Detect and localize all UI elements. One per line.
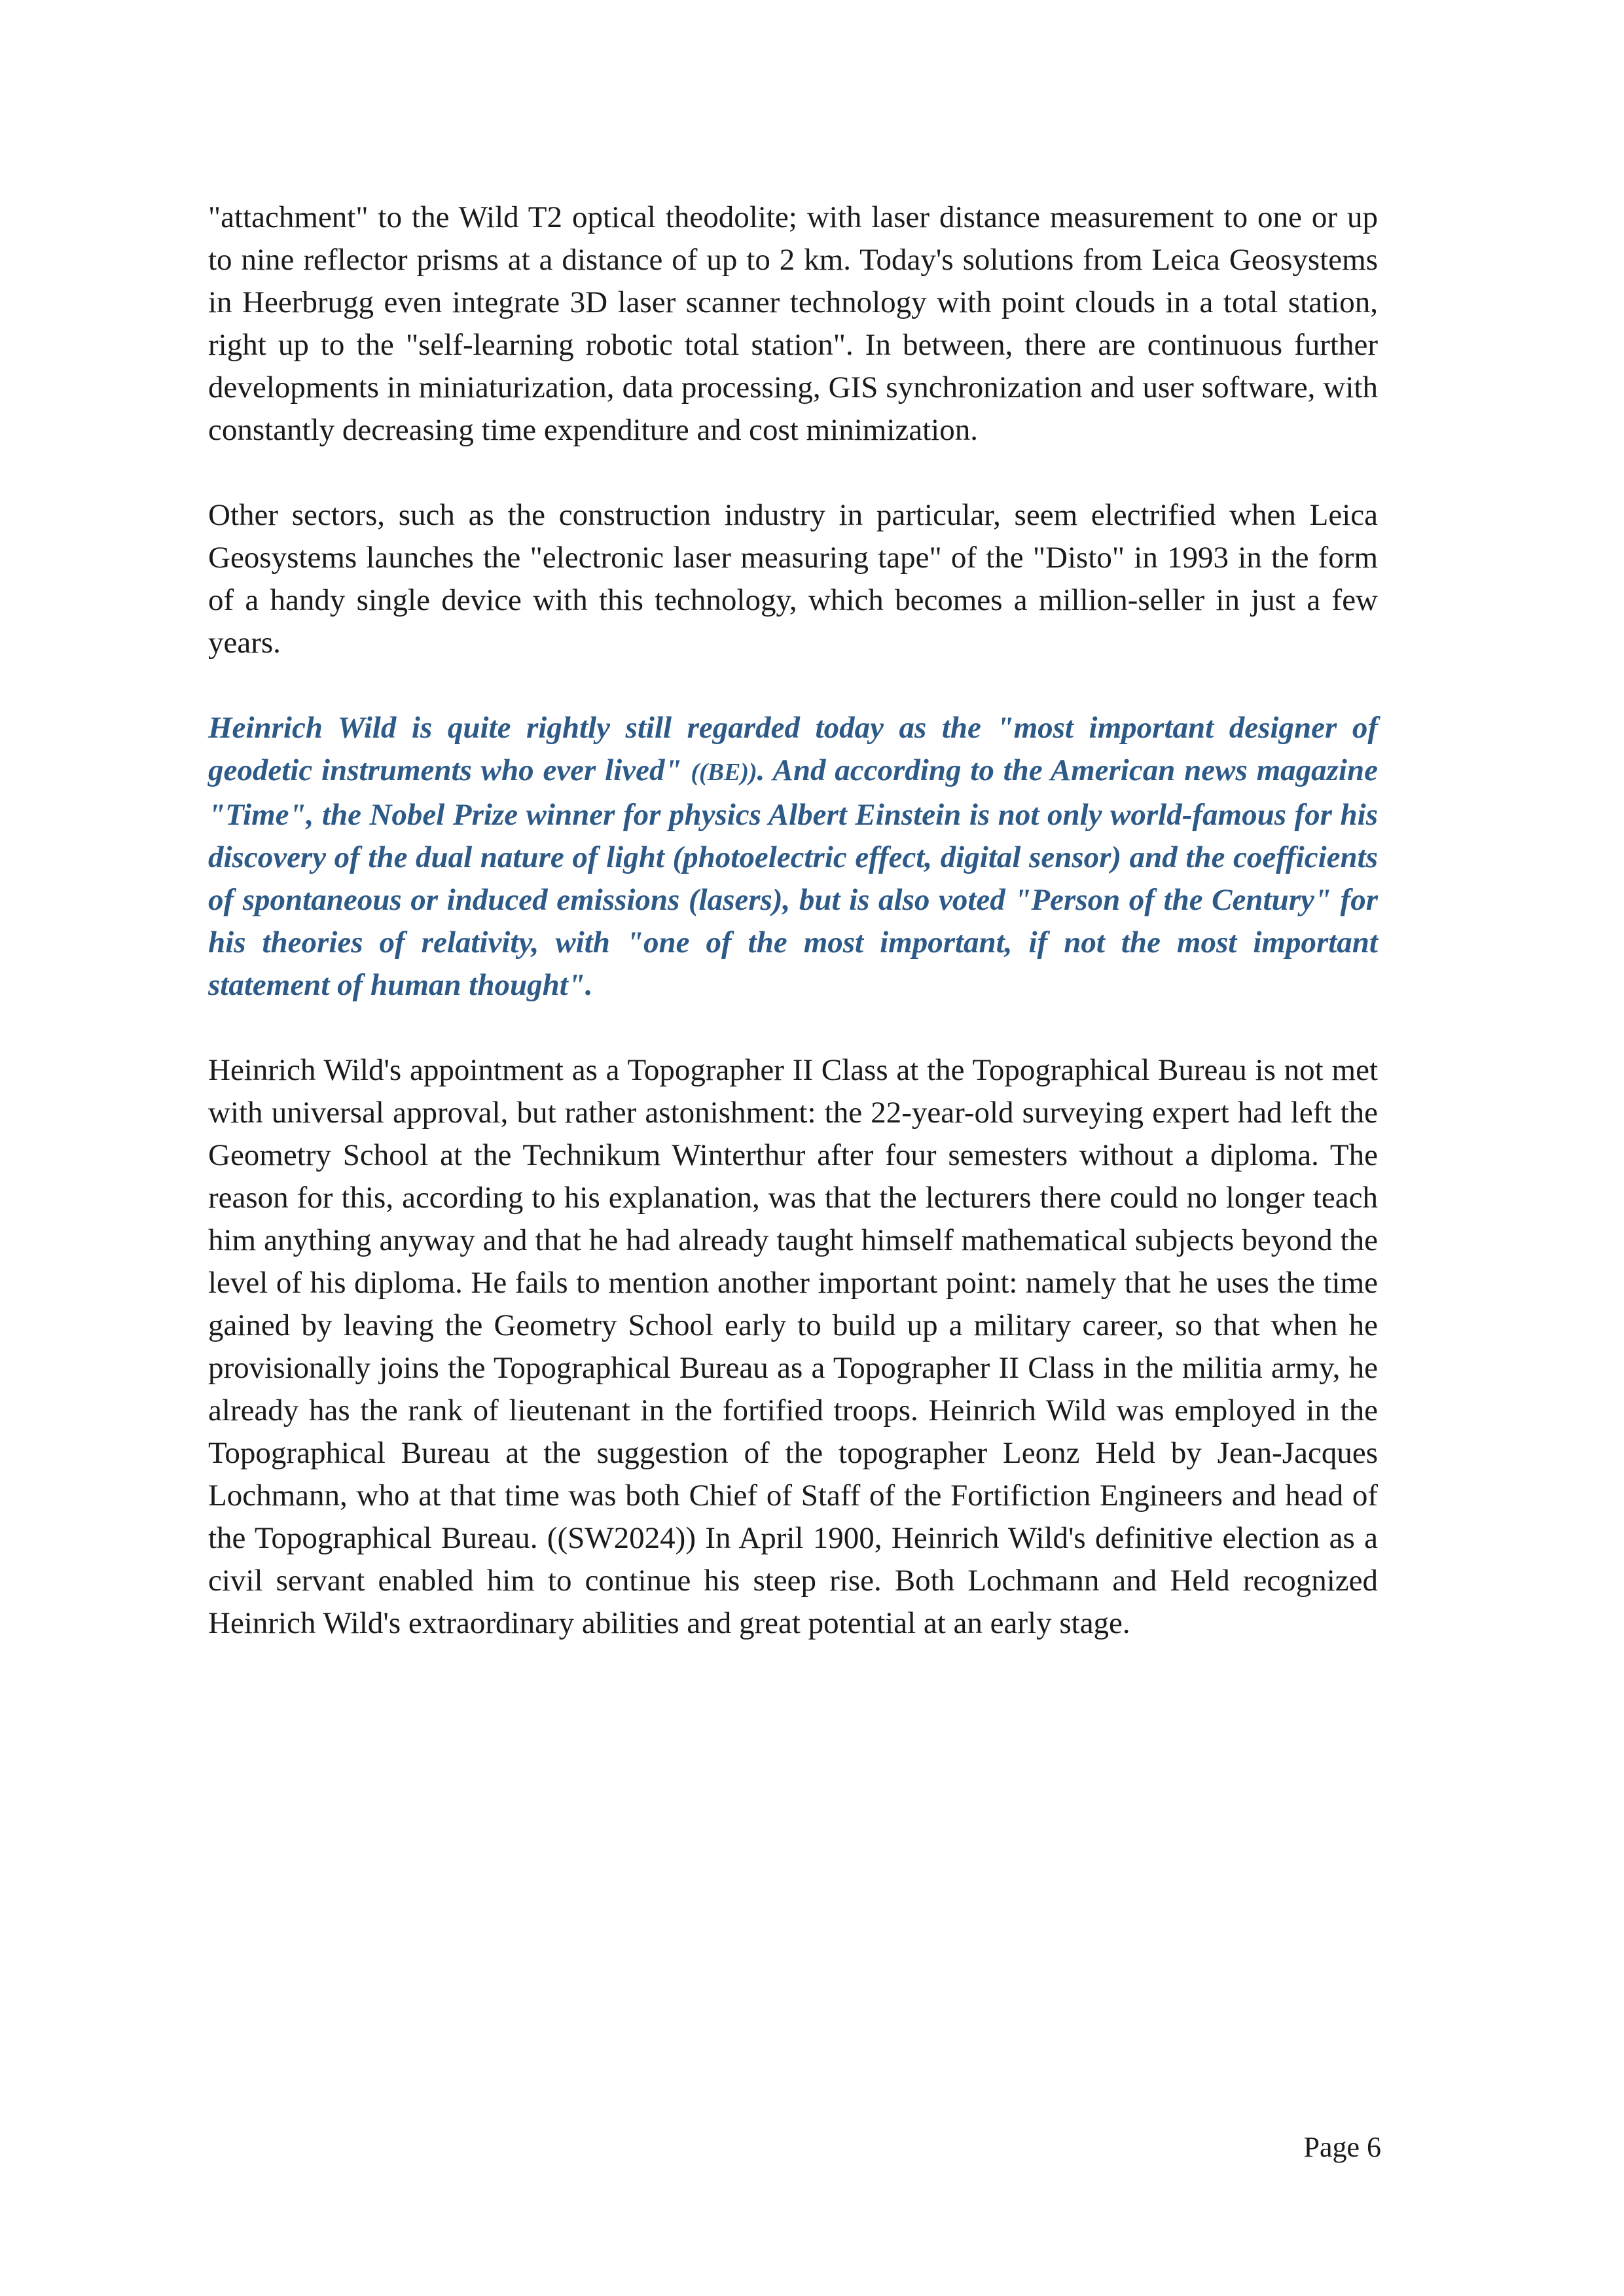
paragraph-appointment: Heinrich Wild's appointment as a Topographer II Class at the Topographical Bureau is not met with universal approval, but rather astonishment: the 22-year-old surveying expert had left the Geometry School at the Technikum Winterthur after four semesters without a diploma. The reason for this, according to his explanation, was that the lecturers there could no longer teach him anything anyway and that he had already taught himself mathematical subjects beyond the level of his diploma. He fails to mention another important point: namely that he uses the time gained by leaving the Geometry School early to build up a military career, so that when he provisionally joins the Topographical Bureau as a Topographer II Class in the militia army, he already has the rank of lieutenant in the fortified troops. Heinrich Wild was employed in the Topographical Bureau at the suggestion of the topographer Leonz Held by Jean-Jacques Lochmann, who at that time was both Chief of Staff of the Fortifiction Engineers and head of the Topographical Bureau. ((SW2024)) In April 1900, Heinrich Wild's definitive election as a civil servant enabled him to continue his steep rise. Both Lochmann and Held recognized Heinrich Wild's extraordinary abilities and great potential at an early stage. (208, 1053, 1378, 1640)
paragraph-heinrich-wild-quote (208, 707, 1378, 1007)
paragraph-theodolite: "attachment" to the Wild T2 optical theodolite; with laser distance measurement to one or up to nine reflector prisms at a distance of up to 2 km. Today's solutions from Leica Geosystems in Heerbrugg even integrate 3D laser scanner technology with point clouds in a total station, right up to the "self-learning robotic total station". In between, there are continuous further developments in miniaturization, data processing, GIS synchronization and user software, with constantly decreasing time expenditure and cost minimization. (208, 200, 1378, 447)
page-number: Page 6 (1303, 2131, 1381, 2163)
quote-text-after-citation: . And according to the American news magazine "Time", the Nobel Prize winner for physics Albert Einstein is not only world-famous for his discovery of the dual nature of light (photoelectric effect, digital sensor) and the coefficients of spontaneous or induced emissions (lasers), but is also voted "Person of the Century" for his theories of relativity, with "one of the most important, if not the most important statement of human thought". (208, 753, 1378, 1002)
citation-be: ((BE)) (691, 759, 757, 786)
page-content (208, 196, 1378, 1687)
quote-text-before-citation: Heinrich Wild is quite rightly still regarded today as the "most important designer of geodetic instruments who ever lived" (208, 711, 1378, 787)
page-footer (1303, 2128, 1381, 2166)
paragraph-construction-industry: Other sectors, such as the construction industry in particular, seem electrified when Leica Geosystems launches the "electronic laser measuring tape" of the "Disto" in 1993 in the form of a handy single device with this technology, which becomes a million-seller in just a few years. (208, 498, 1378, 660)
